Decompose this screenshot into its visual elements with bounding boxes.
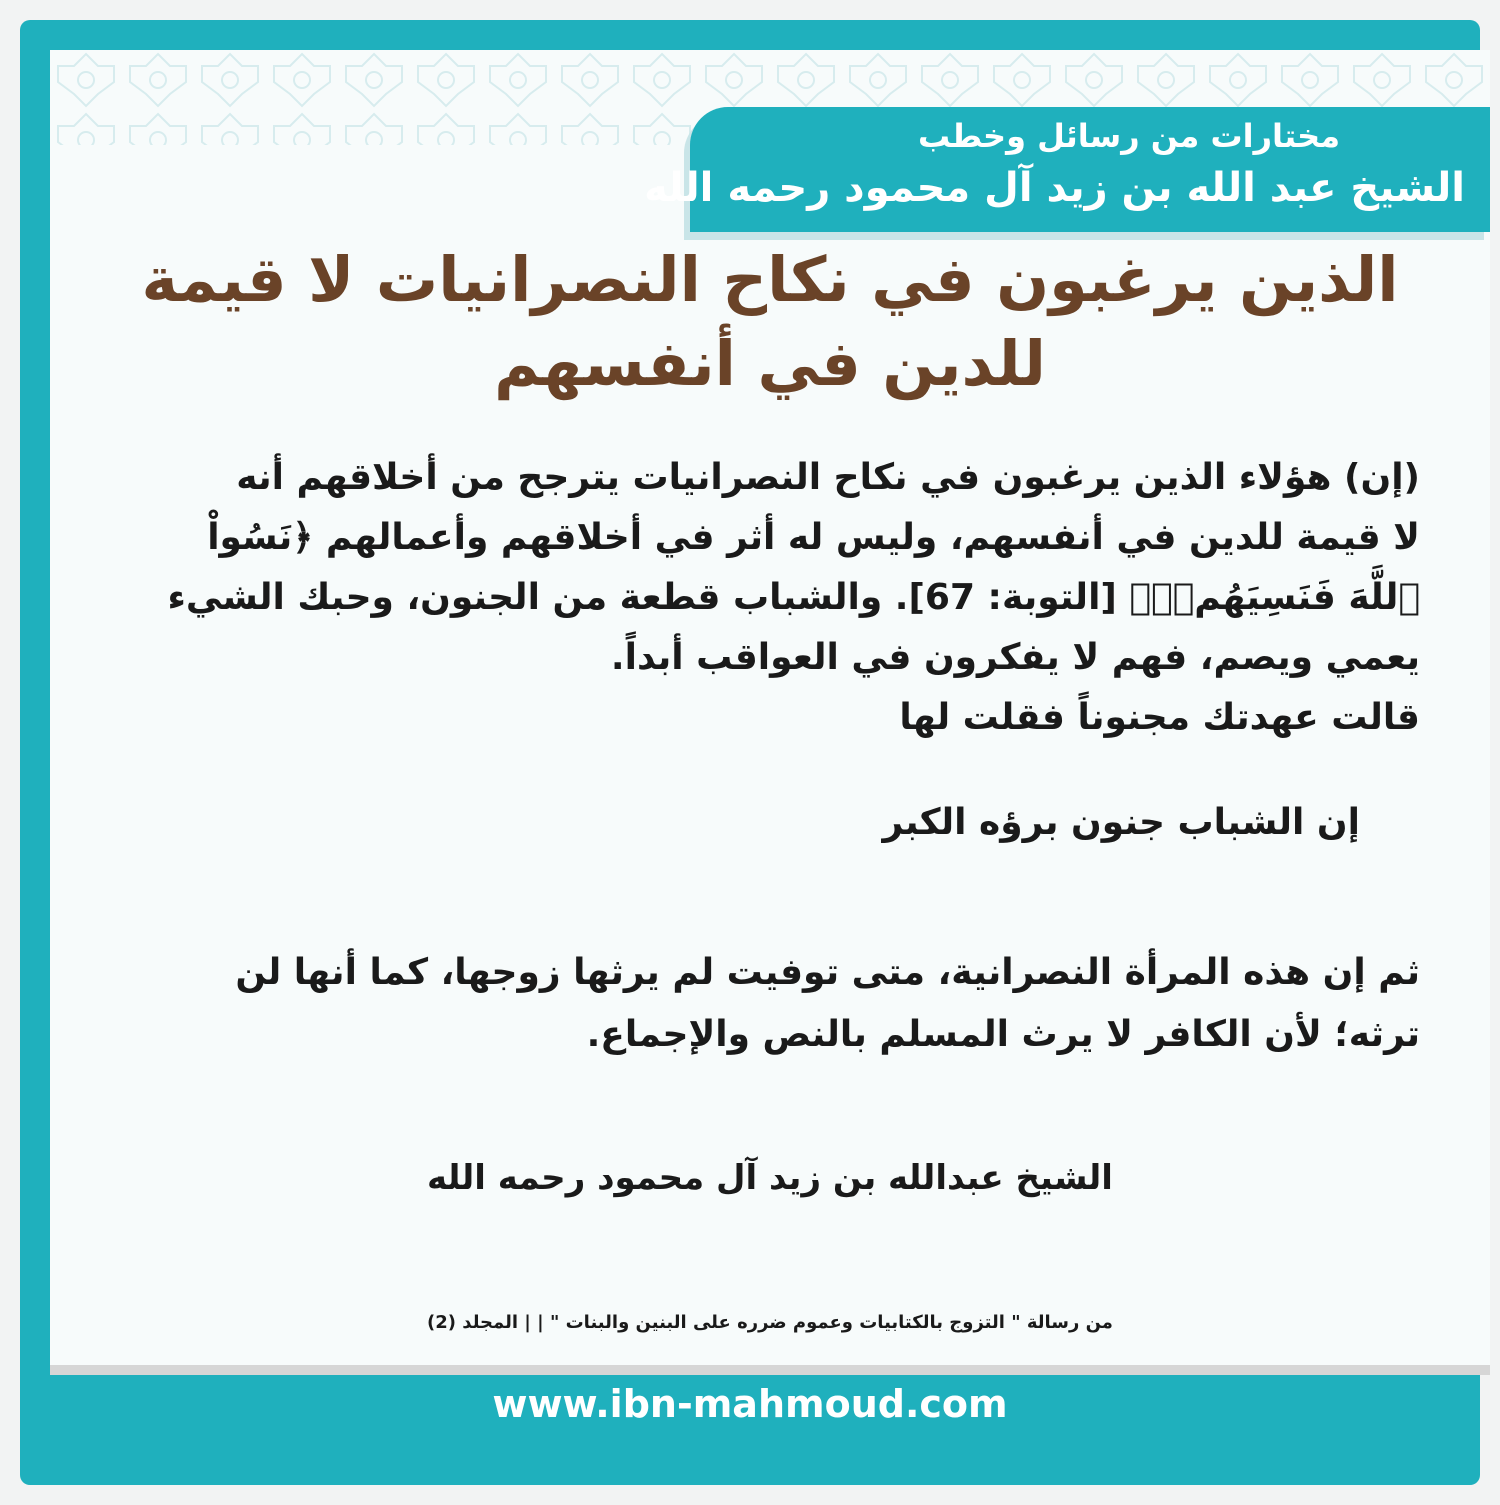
divider (50, 1365, 1490, 1375)
website-link[interactable]: www.ibn-mahmoud.com (492, 1382, 1008, 1426)
article-title (110, 238, 1430, 406)
body-line: ترثه؛ لأن الكافر لا يرث المسلم بالنص والإجماع. (586, 1014, 1420, 1055)
body-line: ثم إن هذه المرأة النصرانية، متى توفيت لم يرثها زوجها، كما أنها لن (235, 952, 1420, 993)
header-author: الشيخ عبد الله بن زيد آل محمود رحمه الله (644, 165, 1465, 211)
header-subtitle: مختارات من رسائل وخطب (917, 117, 1340, 155)
title-line-2: للدين في أنفسهم (494, 327, 1046, 400)
outer-frame (20, 20, 1480, 1485)
body-line: لا قيمة للدين في أنفسهم، وليس له أثر في أخلاقهم وأعمالهم ﴿نَسُواْ (207, 517, 1420, 558)
body-paragraph (148, 448, 1420, 748)
body-line: يعمي ويصم، فهم لا يفكرون في العواقب أبداً. (610, 637, 1420, 678)
poetry-verse: إن الشباب جنون برؤه الكبر (882, 802, 1360, 843)
body-line: ٱللَّهَ فَنَسِيَهُمۡۚ﴾ [التوبة: 67]. والشباب قطعة من الجنون، وحبك الشيء (167, 577, 1420, 618)
content-card (50, 50, 1490, 1375)
author-signature: الشيخ عبدالله بن زيد آل محمود رحمه الله (427, 1158, 1113, 1198)
second-paragraph (148, 942, 1420, 1066)
header-band (644, 107, 1490, 232)
source-citation: من رسالة " التزوج بالكتابيات وعموم ضرره على البنين والبنات " | | المجلد (2) (427, 1312, 1113, 1333)
title-line-1: الذين يرغبون في نكاح النصرانيات لا قيمة (141, 243, 1399, 316)
body-line: (إن) هؤلاء الذين يرغبون في نكاح النصرانيات يترجح من أخلاقهم أنه (236, 457, 1420, 498)
body-line: قالت عهدتك مجنوناً فقلت لها (899, 697, 1420, 738)
